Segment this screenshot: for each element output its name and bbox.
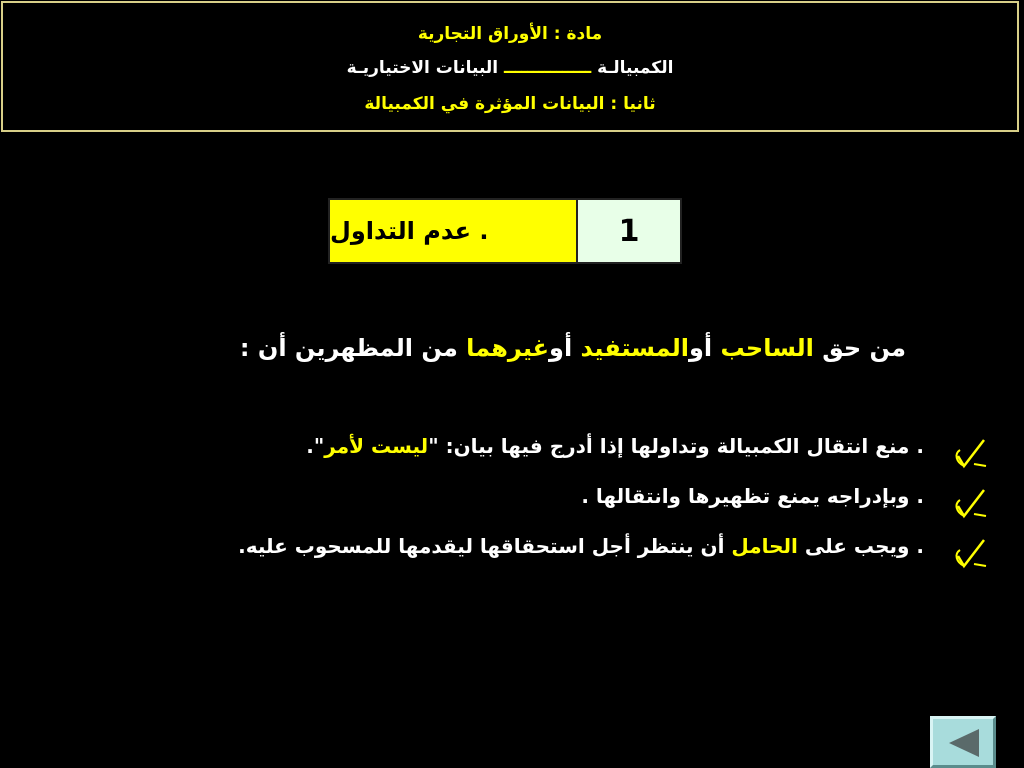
intro-part4: من المظهرين أن : (239, 334, 467, 362)
intro-part1: من حق (813, 334, 906, 362)
pencil-check-icon (950, 536, 990, 572)
subsection-title: ثانيا : البيانات المؤثرة في الكمبيالة (364, 94, 656, 114)
back-arrow-icon (945, 727, 981, 759)
intro-mustafid: المستفيد (580, 334, 690, 362)
back-button[interactable] (930, 716, 996, 768)
pencil-check-icon (950, 486, 990, 522)
pencil-check-icon (950, 436, 990, 472)
section-title (3, 57, 1017, 79)
topic-badge (328, 198, 682, 264)
bullet-text: . ويجب على الحامل أن ينتظر أجل استحقاقها ليقدمها للمسحوب عليه. (238, 534, 924, 558)
intro-ghayrihima: غيرهما (466, 334, 550, 362)
intro-part2: أو (689, 334, 721, 362)
list-item (0, 430, 1024, 480)
topic-number: 1 (578, 200, 680, 262)
section-title-dash: ـــــــــــــــ (504, 58, 592, 78)
bullet-list (0, 430, 1024, 580)
section-title-right: البيانات الاختياريـة (346, 58, 499, 78)
bullet-text: . وبإدراجه يمنع تظهيرها وانتقالها . (581, 484, 924, 508)
subject-title: مادة : الأوراق التجارية (417, 24, 603, 44)
topic-title: . عدم التداول (330, 200, 578, 262)
list-item (0, 530, 1024, 580)
intro-sahib: الساحب (720, 334, 814, 362)
list-item (0, 480, 1024, 530)
bullet-text: . منع انتقال الكمبيالة وتداولها إذا أدرج فيها بيان: "ليست لأمر". (306, 434, 924, 458)
intro-sentence (240, 334, 906, 362)
intro-part3: أو (549, 334, 581, 362)
section-title-left: الكمبيالـة (597, 58, 674, 78)
header-box (1, 1, 1019, 132)
